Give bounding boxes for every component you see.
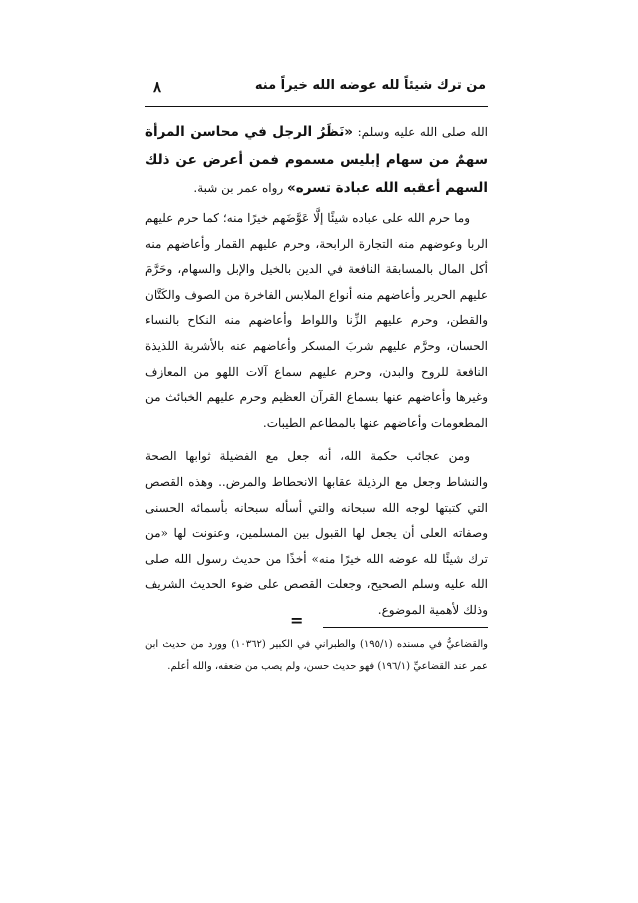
hadith-intro: الله صلى الله عليه وسلم: — [352, 125, 488, 139]
hadith-source: رواه عمر بن شبة. — [193, 181, 288, 195]
paragraph-wisdom: ومن عجائب حكمة الله، أنه جعل مع الفضيلة ثوابها الصحة والنشاط وجعل مع الرذيلة عقابها الانحطاط والمرض.. وهذه القصص التي كتبتها لوجه الله سبحانه والتي أسأله سبحانه بأسمائه الحسنى وصفاته العلى أن يجعل لها القبول بين المسلمين، وعنونت لها «من ترك شيئًا لله عوضه الله خيرًا منه» أخذًا من حديث رسول الله صلى الله عليه وسلم الصحيح، وجعلت القصص على ضوء الحديث الشريف وذلك لأهمية الموضوع. — [145, 449, 488, 617]
page-header — [145, 76, 488, 107]
hadith-quote: «نَظَرُ الرجل في محاسن المرأة سهمٌ من سهام إبليس مسموم فمن أعرض عن ذلك السهم أعقبه الله عبادة تسره» — [145, 124, 488, 196]
footnote-separator — [323, 627, 488, 628]
paragraph-hadith — [145, 118, 488, 202]
page-number: ٨ — [153, 78, 162, 96]
paragraph-prohibitions: وما حرم الله على عباده شيئًا إلَّا عَوَّضَهم خيرًا منه؛ كما حرم عليهم الربا وعوضهم منه التجارة الرابحة، وحرم عليهم القمار وأعاضهم منه أكل المال بالمسابقة النافعة في الدين بالخيل والإبل والسهام، وحَرَّمَ عليهم الحرير وأعاضهم منه أنواع الملابس الفاخرة من الصوف والكَتَّان والقطن، وحرم عليهم الزِّنا واللواط وأعاضهم منه النكاح بالنساء الحسان، وحرَّم عليهم شربَ المسكر وأعاضهم عنه بالأشربة اللذيذة النافعة للروح والبدن، وحرم عليهم سماع آلات اللهو من المعازف وغيرها وأعاضهم عنها بسماع القرآن العظيم وحرم عليهم الخبائث من المطعومات وأعاضهم عنها بالمطاعم الطيبات. — [145, 211, 488, 430]
footnote: والقضاعيُّ في مسنده (١٩٥/١) والطبراني في الكبير (١٠٣٦٢) وورد من حديث ابن عمر عند القضاعيِّ (١٩٦/١) فهو حديث حسن، ولم يصب من ضعفه، والله أعلم. — [145, 639, 488, 672]
running-title: من ترك شيئاً لله عوضه الله خيراً منه — [254, 78, 486, 93]
main-text — [145, 118, 488, 624]
separator-mark: = — [290, 611, 304, 630]
